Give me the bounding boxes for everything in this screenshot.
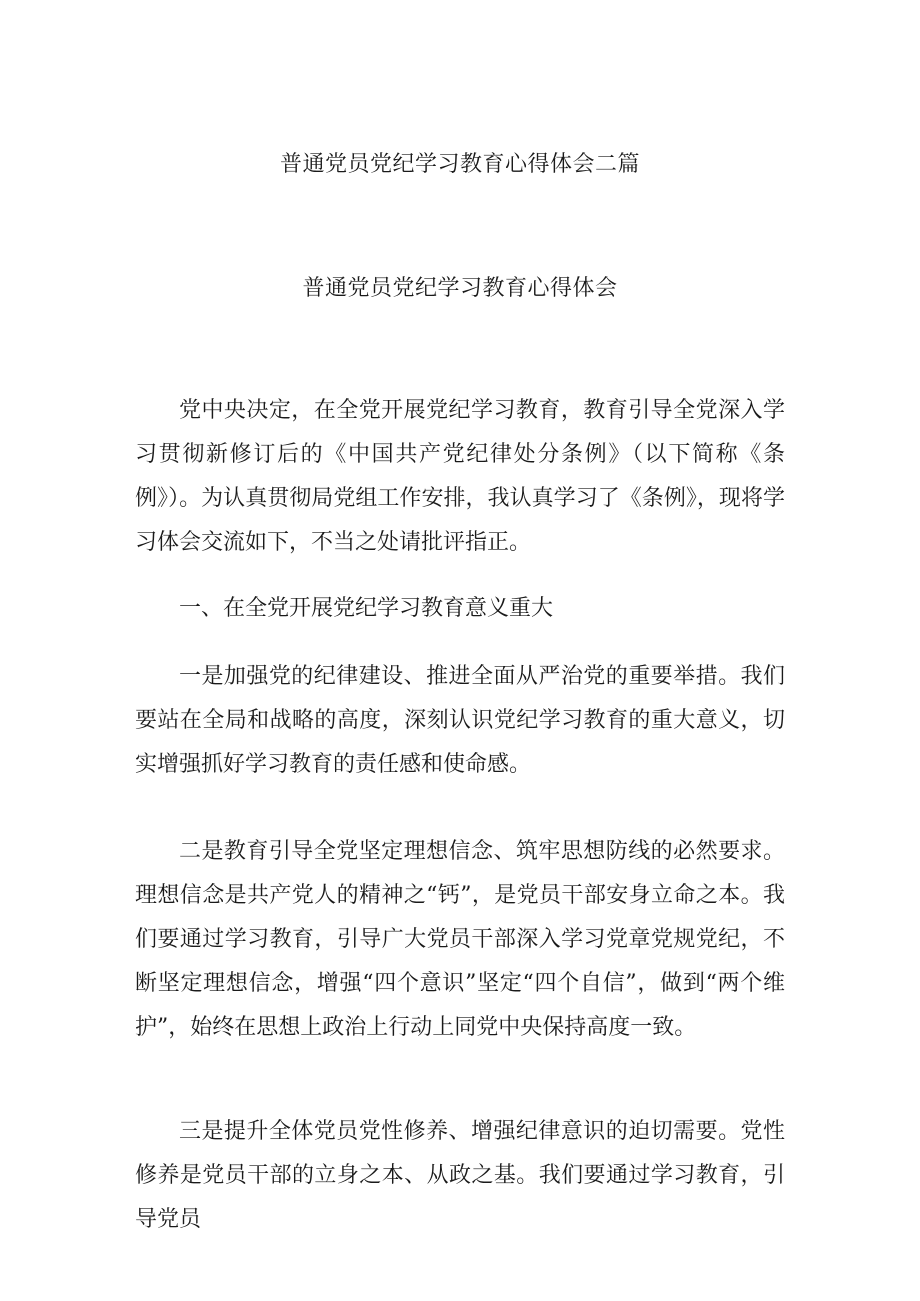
paragraph-point-1: 一是加强党的纪律建设、推进全面从严治党的重要举措。我们要站在全局和战略的高度，深刻认识党纪学习教育的重大意义，切实增强抓好学习教育的责任感和使命感。 [135,664,785,777]
document-title: 普通党员党纪学习教育心得体会二篇 [279,152,640,177]
paragraph-point-2: 二是教育引导全党坚定理想信念、筑牢思想防线的必然要求。理想信念是共产党人的精神之“钙”，是党员干部安身立命之本。我们要通过学习教育，引导广大党员干部深入学习党章党规党纪，不断坚定理想信念，增强“四个意识”坚定“四个自信”，做到“两个维护”，始终在思想上政治上行动上同党中央保持高度一致。 [135,839,785,1040]
document-subtitle: 普通党员党纪学习教育心得体会 [302,276,618,301]
section-heading-1: 一、在全党开展党纪学习教育意义重大 [179,596,554,621]
paragraph-point-3: 三是提升全体党员党性修养、增强纪律意识的迫切需要。党性修养是党员干部的立身之本、从政之基。我们要通过学习教育，引导党员 [135,1119,785,1232]
paragraph-intro: 党中央决定，在全党开展党纪学习教育，教育引导全党深入学习贯彻新修订后的《中国共产党纪律处分条例》（以下简称《条例》）。为认真贯彻局党组工作安排，我认真学习了《条例》，现将学习体会交流如下，不当之处请批评指正。 [135,398,785,555]
